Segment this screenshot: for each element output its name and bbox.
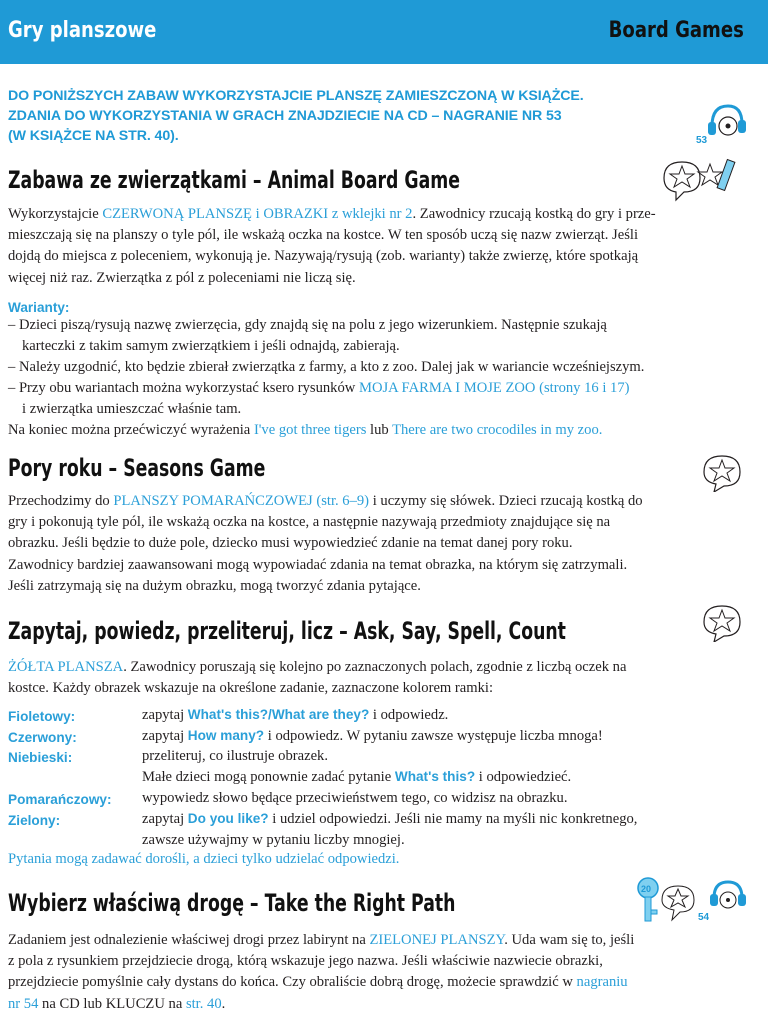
variant-item: – Dzieci piszą/rysują nazwę zwierzęcia, gdy znajdą się na polu z jego wizerunkiem. Następnie szukają (8, 317, 607, 333)
intro-line: ZDANIA DO WYKORZYSTANIA W GRACH ZNAJDZIECIE NA CD – NAGRANIE NR 53 (8, 108, 562, 124)
color-task: zapytaj Do you like? i udziel odpowiedzi. Jeśli nie mamy na myśli nic konkretnego, (142, 811, 638, 827)
section-ask-note: Pytania mogą zadawać dorośli, a dzieci tylko udzielać odpowiedzi. (8, 851, 400, 867)
variant-item: – Przy obu wariantach można wykorzystać ksero rysunków MOJA FARMA I MOJE ZOO (strony 16 i 17) (8, 380, 630, 396)
color-label-orange: Pomarańczowy: (8, 792, 112, 807)
red-board-link: CZERWONĄ PLANSZĘ (102, 206, 252, 222)
section-title-right-path: Wybierz właściwą drogę – Take the Right Path (8, 889, 456, 917)
cd-number: 54 (698, 912, 710, 923)
intro-line: (W KSIĄŻCE NA STR. 40). (8, 128, 179, 144)
variants-label: Warianty: (8, 300, 70, 315)
color-label-green: Zielony: (8, 813, 61, 828)
section-animal-text: Wykorzystajcie CZERWONĄ PLANSZĘ i OBRAZKI z wklejki nr 2. Zawodnicy rzucają kostką do gry i prze- mieszczają się na planszy o tyle pól, ile wskażą oczka na kostce. W ten sposób uczą się nazw zwierząt. Jeśli dojdą do miejsca z poleceniem, wykonują je. Nazywają/rysują (zob. warianty) także zwierzę, które spotkają więcej niż raz. Zwierzątka z pól z poleceniami nie liczą się. (8, 206, 656, 286)
header-title-pl: Gry planszowe (8, 18, 157, 43)
section-right-path-text: Zadaniem jest odnalezienie właściwej drogi przez labirynt na ZIELONEJ PLANSZY. Uda wam się to, jeśli z pola z rysunkiem przejdziecie drogą, którą wskazuje jego nazwa. Jeśli właściwie nazwiecie obrazki, przejdziecie pomyślnie cały dystans do końca. Czy obraliście dobrą drogę, możecie sprawdzić w nagraniu nr 54 na CD lub KLUCZU na str. 40. (8, 932, 635, 1012)
key-speech-cd-icons (636, 876, 748, 926)
section-title-seasons-game: Pory roku – Seasons Game (8, 454, 266, 482)
speech-star-icon (700, 602, 744, 642)
headphones-cd-icon (694, 98, 746, 148)
color-label-purple: Fioletowy: (8, 709, 76, 724)
intro-instructions (8, 86, 688, 146)
speech-stars-pencil-icon (660, 156, 740, 202)
variant-item-cont: i zwierzątka umieszczać właśnie tam. (22, 401, 242, 417)
page-link: str. 40 (185, 995, 222, 1012)
speech-star-icon (700, 452, 744, 492)
color-task: zapytaj How many? i odpowiedz. W pytaniu zawsze występuje liczba mnoga! (142, 728, 603, 744)
intro-line: DO PONIŻSZYCH ZABAW WYKORZYSTAJCIE PLANSZĘ ZAMIESZCZONĄ W KSIĄŻCE. (8, 88, 584, 104)
color-task: zapytaj What's this?/What are they? i odpowiedz. (142, 707, 449, 723)
orange-board-link: PLANSZY POMARAŃCZOWEJ (str. 6–9) (113, 493, 370, 509)
color-label-red: Czerwony: (8, 730, 77, 745)
color-task: przeliteruj, co ilustruje obrazek. (142, 748, 328, 764)
section-ask-text: ŻÓŁTA PLANSZA. Zawodnicy poruszają się kolejno po zaznaczonych polach, zgodnie z liczbą oczek na kostce. Każdy obrazek wskazuje na określone zadanie, zaznaczone kolorem ramki: (8, 659, 627, 697)
section-title-animal-board-game: Zabawa ze zwierzątkami – Animal Board Game (8, 166, 460, 194)
color-task-cont: Małe dzieci mogą ponownie zadać pytanie What's this? i odpowiedzieć. (142, 769, 572, 785)
practice-phrases: Na koniec można przećwiczyć wyrażenia I've got three tigers lub There are two crocodiles in my zoo. (8, 422, 603, 438)
header-bar (0, 0, 768, 64)
recording-link: nr 54 (8, 995, 39, 1012)
stickers-link: OBRAZKI z wklejki nr 2 (263, 206, 413, 222)
section-title-ask-say-spell-count: Zapytaj, powiedz, przeliteruj, licz – Ask, Say, Spell, Count (8, 617, 566, 645)
header-title-en: Board Games (608, 18, 744, 43)
section-seasons-text: Przechodzimy do PLANSZY POMARAŃCZOWEJ (str. 6–9) i uczymy się słówek. Dzieci rzucają kostką do gry i pokonują tyle pól, ile wskażą oczka na kostce, a następnie nazywają przedmioty znajdujące się na obrazku. Jeśli będzie to duże pole, dziecko musi wypowiedzieć zdanie na temat danej pory roku. Zawodnicy bardziej zaawansowani mogą wypowiadać zdania na temat obrazka, na którym się zatrzymali. Jeśli zatrzymają się na dużym obrazku, mogą tworzyć zdania pytające. (8, 493, 643, 594)
green-board-link: ZIELONEJ PLANSZY (369, 932, 505, 948)
color-task-cont: zawsze używajmy w pytaniu liczby mnogiej. (142, 832, 405, 848)
variant-item: – Należy uzgodnić, kto będzie zbierał zwierzątka z farmy, a kto z zoo. Dalej jak w wariancie wcześniejszym. (8, 359, 645, 375)
color-task: wypowiedz słowo będące przeciwieństwem tego, co widzisz na obrazku. (142, 790, 568, 806)
variant-item-cont: karteczki z takim samym zwierzątkiem i jeśli odnajdą, zabierają. (22, 338, 400, 354)
key-number: 20 (641, 884, 652, 894)
color-label-blue: Niebieski: (8, 750, 73, 765)
cd-number: 53 (696, 135, 708, 146)
